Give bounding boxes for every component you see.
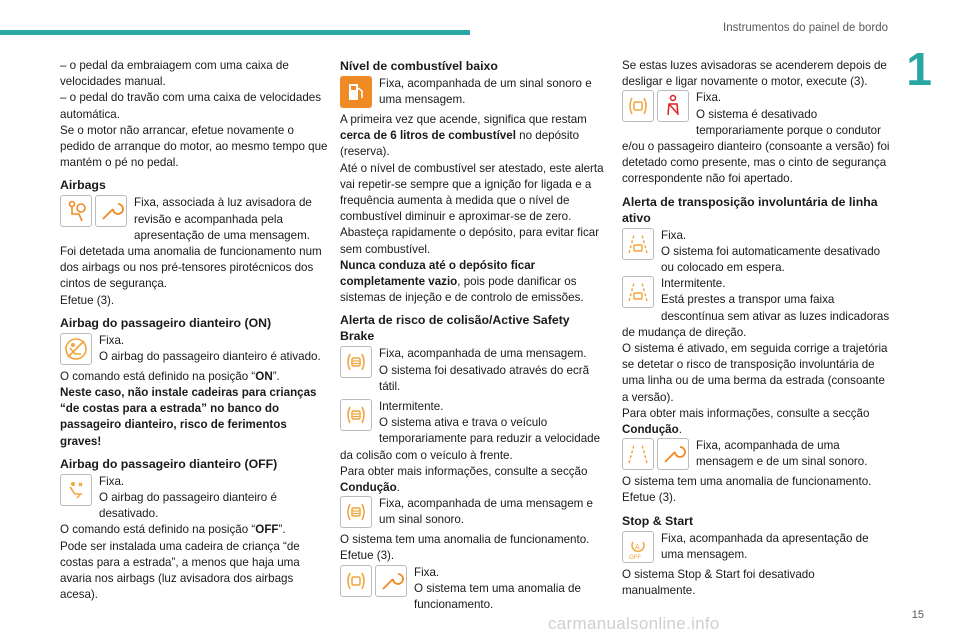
paragraph: Fixa, acompanhada da apresentação de uma mensagem. [661, 531, 869, 561]
passenger-airbag-off-icon [60, 474, 92, 506]
paragraph: Para obter mais informações, consulte a secção Condução. [340, 464, 588, 495]
paragraph: Fixa. [99, 333, 125, 347]
icon-group [622, 90, 692, 126]
paragraph: Foi detetada uma anomalia de funcionamento num dos airbags ou nos pré-tensores pirotécnicos dos cintos de segurança. [60, 245, 322, 291]
stop-start-off-icon [622, 531, 654, 563]
column-2 [340, 58, 605, 613]
paragraph: Fixa, acompanhada de um sinal sonoro e uma mensagem. [379, 77, 592, 107]
column-3 [622, 58, 890, 599]
paragraph: Se estas luzes avisadoras se acenderem depois de desligar e ligar novamente o motor, execute (3). [622, 59, 887, 89]
paragraph: O airbag do passageiro dianteiro é desativado. [99, 491, 277, 521]
paragraph: O sistema tem uma anomalia de funcionamento. [340, 533, 590, 547]
paragraph: Nunca conduza até o depósito ficar completamente vazio, pois pode danificar os sistemas de injeção e de controlo de emissões. [340, 258, 584, 305]
collision-alert-icon [340, 565, 372, 597]
paragraph: Fixa. [696, 91, 722, 105]
collision-alert-icon [622, 90, 654, 122]
icon-group [340, 399, 375, 435]
fuel-pump-icon [340, 76, 372, 108]
paragraph: O sistema é ativado, em seguida corrige a trajetória se detetar o risco de transposição involuntária de uma linha ou de uma berma da estrada (consoante a versão). [622, 342, 888, 404]
paragraph: Intermitente. [661, 277, 726, 291]
section-heading-airbag-on: Airbag do passageiro dianteiro (ON) [60, 315, 272, 330]
svg-text:OFF: OFF [629, 554, 641, 560]
paragraph: O comando está definido na posição “ON”. [60, 369, 280, 383]
lane-departure-icon [622, 438, 654, 470]
paragraph: O sistema Stop & Start foi desativado manualmente. [622, 567, 815, 597]
airbag-warning-icon [60, 195, 92, 227]
icon-group [60, 474, 95, 510]
chapter-number: 1 [906, 43, 932, 95]
paragraph: Para obter mais informações, consulte a secção Condução. [622, 406, 870, 437]
paragraph-bold: Neste caso, não instale cadeiras para crianças “de costas para a estrada” no banco do passageiro dianteiro, risco de ferimentos graves! [60, 386, 317, 448]
section-heading-collision: Alerta de risco de colisão/Active Safety Brake [340, 313, 570, 344]
paragraph: – o pedal do travão com uma caixa de velocidades automática. [60, 91, 322, 121]
paragraph: Intermitente. [379, 400, 444, 414]
icon-group [60, 195, 130, 231]
section-heading-lane: Alerta de transposição involuntária de linha ativo [622, 194, 878, 225]
icon-group [60, 333, 95, 369]
paragraph: Fixa, acompanhada de uma mensagem e um sinal sonoro. [379, 497, 593, 527]
paragraph: Até o nível de combustível ser atestado, este alerta vai repetir-se sempre que a ignição for ligada e a frequência aumenta à medida que o nível de combustível diminuir e aproximar-se de zero. [340, 161, 604, 224]
paragraph: Fixa, acompanhada de uma mensagem. [379, 347, 587, 361]
header-accent-bar [0, 30, 470, 35]
paragraph: O sistema foi desativado através do ecrã tátil. [379, 363, 590, 393]
page-header-title: Instrumentos do painel de bordo [723, 22, 888, 34]
paragraph: Fixa. [414, 565, 440, 579]
collision-alert-icon [340, 346, 372, 378]
icon-group [340, 496, 375, 532]
seatbelt-warning-icon [657, 90, 689, 122]
service-wrench-icon [95, 195, 127, 227]
paragraph: O sistema é desativado temporariamente porque o condutor e/ou o passageiro dianteiro (consoante a versão) foi detetado como presente, mas o cinto de segurança correspondente não foi apertado. [622, 107, 890, 186]
section-heading-stop-start: Stop & Start [622, 513, 694, 528]
paragraph: Se o motor não arrancar, efetue novamente o pedido de arranque do motor, ao mesmo tempo que mantém o pé no pedal. [60, 123, 328, 170]
collision-alert-icon [340, 399, 372, 431]
paragraph: Abasteça rapidamente o depósito, para evitar ficar sem combustível. [340, 226, 600, 256]
svg-text:A: A [635, 543, 640, 551]
paragraph: Efetue (3). [60, 293, 115, 307]
section-heading-airbag-off: Airbag do passageiro dianteiro (OFF) [60, 456, 278, 471]
paragraph: Fixa, associada à luz avisadora de revisão e acompanhada pela apresentação de uma mensagem. [134, 196, 312, 242]
icon-group [622, 531, 657, 567]
paragraph: Fixa. [661, 228, 687, 242]
paragraph: Efetue (3). [622, 491, 677, 505]
collision-alert-icon [340, 496, 372, 528]
passenger-airbag-on-icon [60, 333, 92, 365]
service-wrench-icon [375, 565, 407, 597]
paragraph: Pode ser instalada uma cadeira de criança “de costas para a estrada”, a menos que haja uma avaria nos airbags (luz avisadora dos airbags acesa). [60, 539, 300, 602]
paragraph: Efetue (3). [340, 549, 395, 563]
lane-departure-icon [622, 228, 654, 260]
icon-group [622, 438, 692, 474]
lane-departure-icon [622, 276, 654, 308]
section-heading-airbags: Airbags [60, 178, 106, 193]
icon-group [622, 228, 657, 264]
column-1 [60, 58, 328, 603]
service-wrench-icon [657, 438, 689, 470]
icon-group [340, 346, 375, 382]
paragraph: Fixa. [99, 474, 125, 488]
icon-group [622, 276, 657, 312]
watermark: carmanualsonline.info [548, 614, 720, 633]
paragraph: Está prestes a transpor uma faixa descontínua sem ativar as luzes indicadoras de mudança de direção. [622, 293, 890, 339]
paragraph: O airbag do passageiro dianteiro é ativado. [99, 350, 321, 364]
page-number: 15 [911, 609, 924, 621]
paragraph: – o pedal da embraiagem com uma caixa de velocidades manual. [60, 59, 289, 89]
paragraph: A primeira vez que acende, significa que restam cerca de 6 litros de combustível no depósito (reserva). [340, 113, 587, 159]
paragraph: Fixa, acompanhada de uma mensagem e de um sinal sonoro. [696, 439, 868, 469]
paragraph: O sistema ativa e trava o veículo temporariamente para reduzir a velocidade da colisão com o veículo à frente. [340, 416, 601, 462]
paragraph: O comando está definido na posição “OFF”. [60, 523, 286, 537]
paragraph: O sistema foi automaticamente desativado ou colocado em espera. [661, 244, 881, 275]
paragraph: O sistema tem uma anomalia de funcionamento. [622, 475, 872, 489]
icon-group [340, 76, 375, 112]
paragraph: O sistema tem uma anomalia de funcionamento. [414, 581, 581, 612]
icon-group [340, 565, 410, 601]
section-heading-fuel: Nível de combustível baixo [340, 59, 498, 73]
